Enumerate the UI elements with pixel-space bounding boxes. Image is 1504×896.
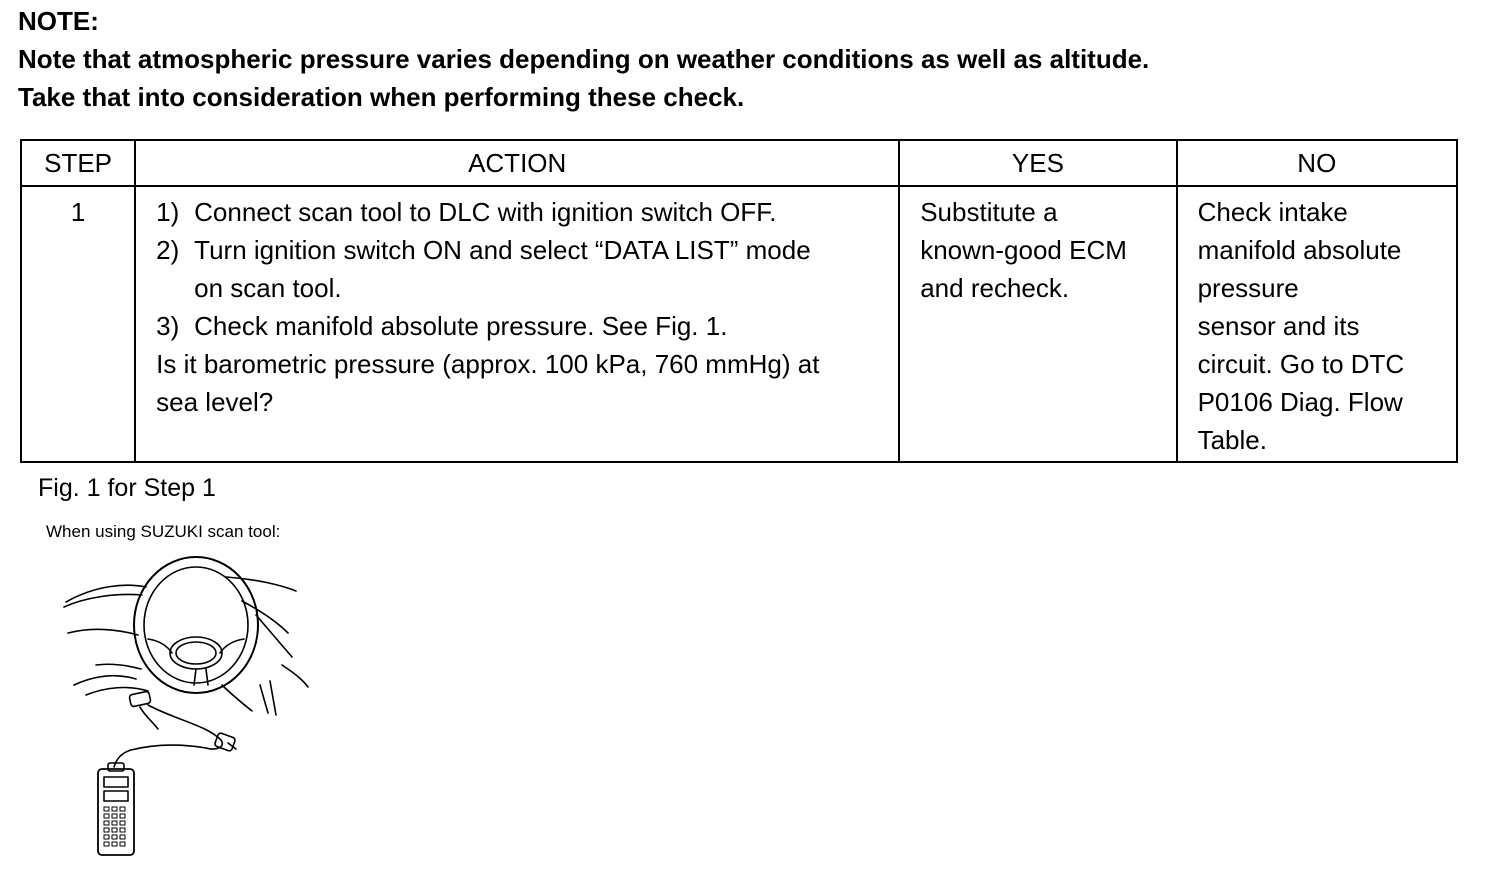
no-text-line: Check intake (1197, 197, 1348, 227)
diagnostic-table (20, 139, 1458, 463)
action-text-line: on scan tool. (194, 273, 342, 303)
action-item-text (194, 193, 888, 231)
action-item-text (194, 231, 888, 307)
note-block (18, 2, 1478, 116)
action-question (156, 345, 888, 421)
yes-text-line: and recheck. (920, 273, 1070, 303)
action-item-number: 1) (156, 197, 180, 227)
no-text-line: manifold absolute (1197, 235, 1402, 265)
no-cell (1177, 186, 1457, 462)
figure-caption: Fig. 1 for Step 1 (38, 474, 216, 502)
header-no: NO (1177, 140, 1457, 186)
table-header-row (21, 140, 1457, 186)
figure-subcaption: When using SUZUKI scan tool: (46, 522, 281, 541)
action-item-2 (156, 231, 888, 307)
note-line-2: Take that into consideration when performing these check. (18, 82, 745, 112)
steering-wheel-scan-tool-illustration (56, 545, 316, 863)
header-action: ACTION (135, 140, 899, 186)
action-text-line: Check manifold absolute pressure. See Fig. 1. (194, 311, 728, 341)
action-item-number: 3) (156, 311, 180, 341)
header-yes: YES (899, 140, 1176, 186)
no-text-line: Table. (1197, 425, 1267, 455)
action-item-3 (156, 307, 888, 345)
yes-text-line: known-good ECM (920, 235, 1127, 265)
note-line-1: Note that atmospheric pressure varies depending on weather conditions as well as altitude. (18, 44, 1150, 74)
action-cell (135, 186, 899, 462)
action-question-line: Is it barometric pressure (approx. 100 kPa, 760 mmHg) at (156, 349, 820, 379)
note-heading: NOTE: (18, 6, 99, 36)
action-question-line: sea level? (156, 387, 274, 417)
action-text-line: Connect scan tool to DLC with ignition switch OFF. (194, 197, 777, 227)
no-text-line: circuit. Go to DTC (1197, 349, 1405, 379)
yes-text-line: Substitute a (920, 197, 1058, 227)
yes-cell (899, 186, 1176, 462)
action-item-1 (156, 193, 888, 231)
action-text-line: Turn ignition switch ON and select “DATA LIST” mode (194, 235, 811, 265)
action-item-text (194, 307, 888, 345)
table-row (21, 186, 1457, 462)
action-item-number: 2) (156, 235, 180, 265)
header-step: STEP (21, 140, 135, 186)
no-text-line: P0106 Diag. Flow (1197, 387, 1403, 417)
no-text-line: sensor and its (1197, 311, 1360, 341)
step-number: 1 (21, 186, 135, 462)
no-text-line: pressure (1197, 273, 1299, 303)
